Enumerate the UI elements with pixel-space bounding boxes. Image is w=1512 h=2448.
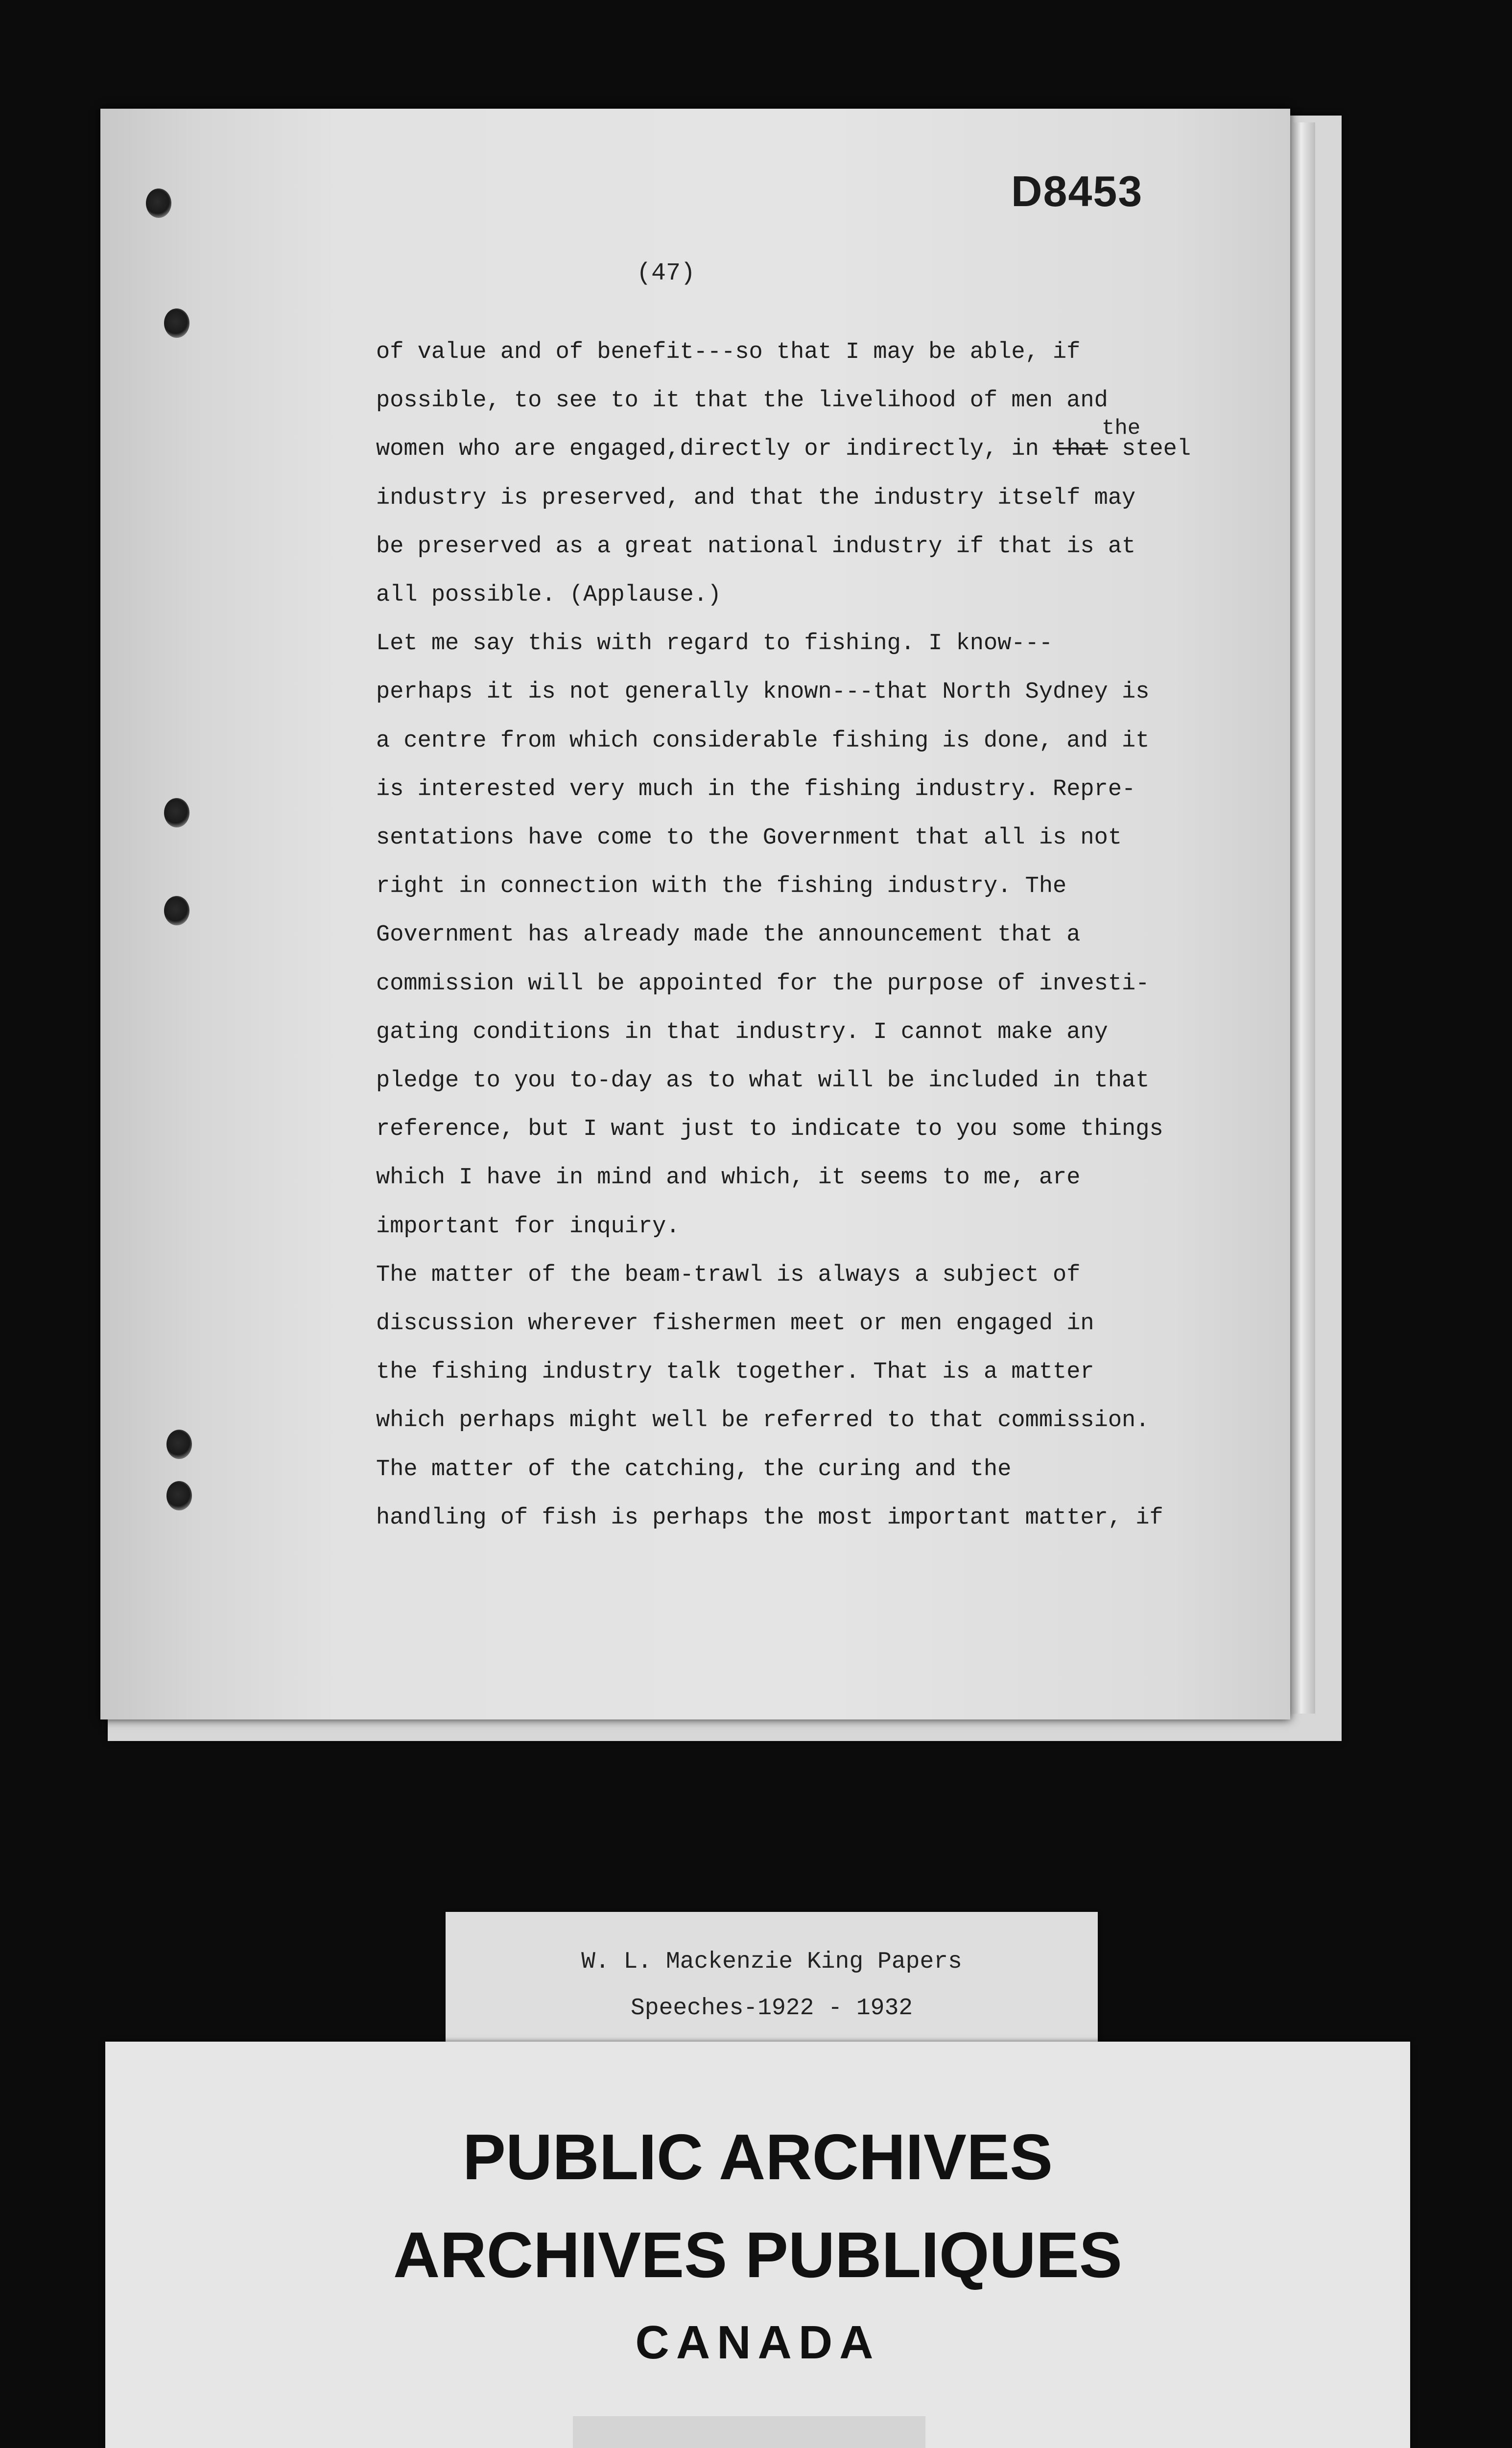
line-tail: steel	[1108, 436, 1191, 462]
punch-hole	[164, 798, 189, 827]
archives-stamp	[105, 2042, 1410, 2448]
handwritten-insertion: the	[1102, 416, 1141, 441]
archives-country: CANADA	[635, 2316, 880, 2369]
text-line: all possible. (Applause.)	[376, 582, 722, 608]
page-number: (47)	[637, 259, 696, 287]
text-line: gating conditions in that industry. I cannot make any	[376, 1019, 1108, 1045]
text-line: which I have in mind and which, it seems to me, are	[376, 1165, 1081, 1191]
text-line: be preserved as a great national industry if that is at	[376, 534, 1136, 560]
text-line: possible, to see to it that the livelihood of men and	[376, 388, 1108, 414]
tape-strip	[573, 2416, 925, 2448]
text-line: of value and of benefit---so that I may be able, if	[376, 339, 1081, 365]
punch-hole	[166, 1481, 192, 1510]
text-line: discussion wherever fishermen meet or men engaged in	[376, 1311, 1094, 1337]
punch-hole	[146, 188, 171, 218]
collection-label	[446, 1912, 1098, 2059]
archives-english: PUBLIC ARCHIVES	[462, 2121, 1053, 2193]
punch-hole	[164, 896, 189, 925]
collection-name: W. L. Mackenzie King Papers	[581, 1949, 962, 1975]
page-stack-edge	[1292, 122, 1315, 1714]
text-line: Government has already made the announcement that a	[376, 922, 1081, 948]
text-line: is interested very much in the fishing industry. Repre-	[376, 777, 1136, 802]
archives-french: ARCHIVES PUBLIQUES	[393, 2219, 1122, 2291]
punch-hole	[164, 308, 189, 338]
text-line: The matter of the beam-trawl is always a subject of	[376, 1262, 1081, 1288]
text-line: women who are engaged,directly or indirectly, in that steel	[376, 436, 1191, 462]
text-line: the fishing industry talk together. That is a matter	[376, 1359, 1094, 1385]
text-line: handling of fish is perhaps the most important matter, if	[376, 1505, 1163, 1531]
text-line: pledge to you to-day as to what will be included in that	[376, 1068, 1150, 1094]
text-line: commission will be appointed for the purpose of investi-	[376, 971, 1150, 997]
punch-hole	[166, 1430, 192, 1459]
text-line: The matter of the catching, the curing and the	[376, 1457, 1012, 1483]
text-line: a centre from which considerable fishing is done, and it	[376, 728, 1150, 754]
struck-word: that	[1053, 436, 1108, 462]
text-line: Let me say this with regard to fishing. I know---	[376, 631, 1053, 657]
collection-series: Speeches-1922 - 1932	[630, 1995, 913, 2022]
text-line: reference, but I want just to indicate to you some things	[376, 1116, 1163, 1142]
text-line: which perhaps might well be referred to that commission.	[376, 1408, 1150, 1434]
text-line: right in connection with the fishing industry. The	[376, 873, 1067, 899]
document-number: D8453	[1011, 167, 1143, 215]
text-line: important for inquiry.	[376, 1214, 680, 1240]
text-line: perhaps it is not generally known---that North Sydney is	[376, 679, 1150, 705]
text-line: industry is preserved, and that the industry itself may	[376, 485, 1136, 511]
text-line: sentations have come to the Government that all is not	[376, 825, 1122, 851]
